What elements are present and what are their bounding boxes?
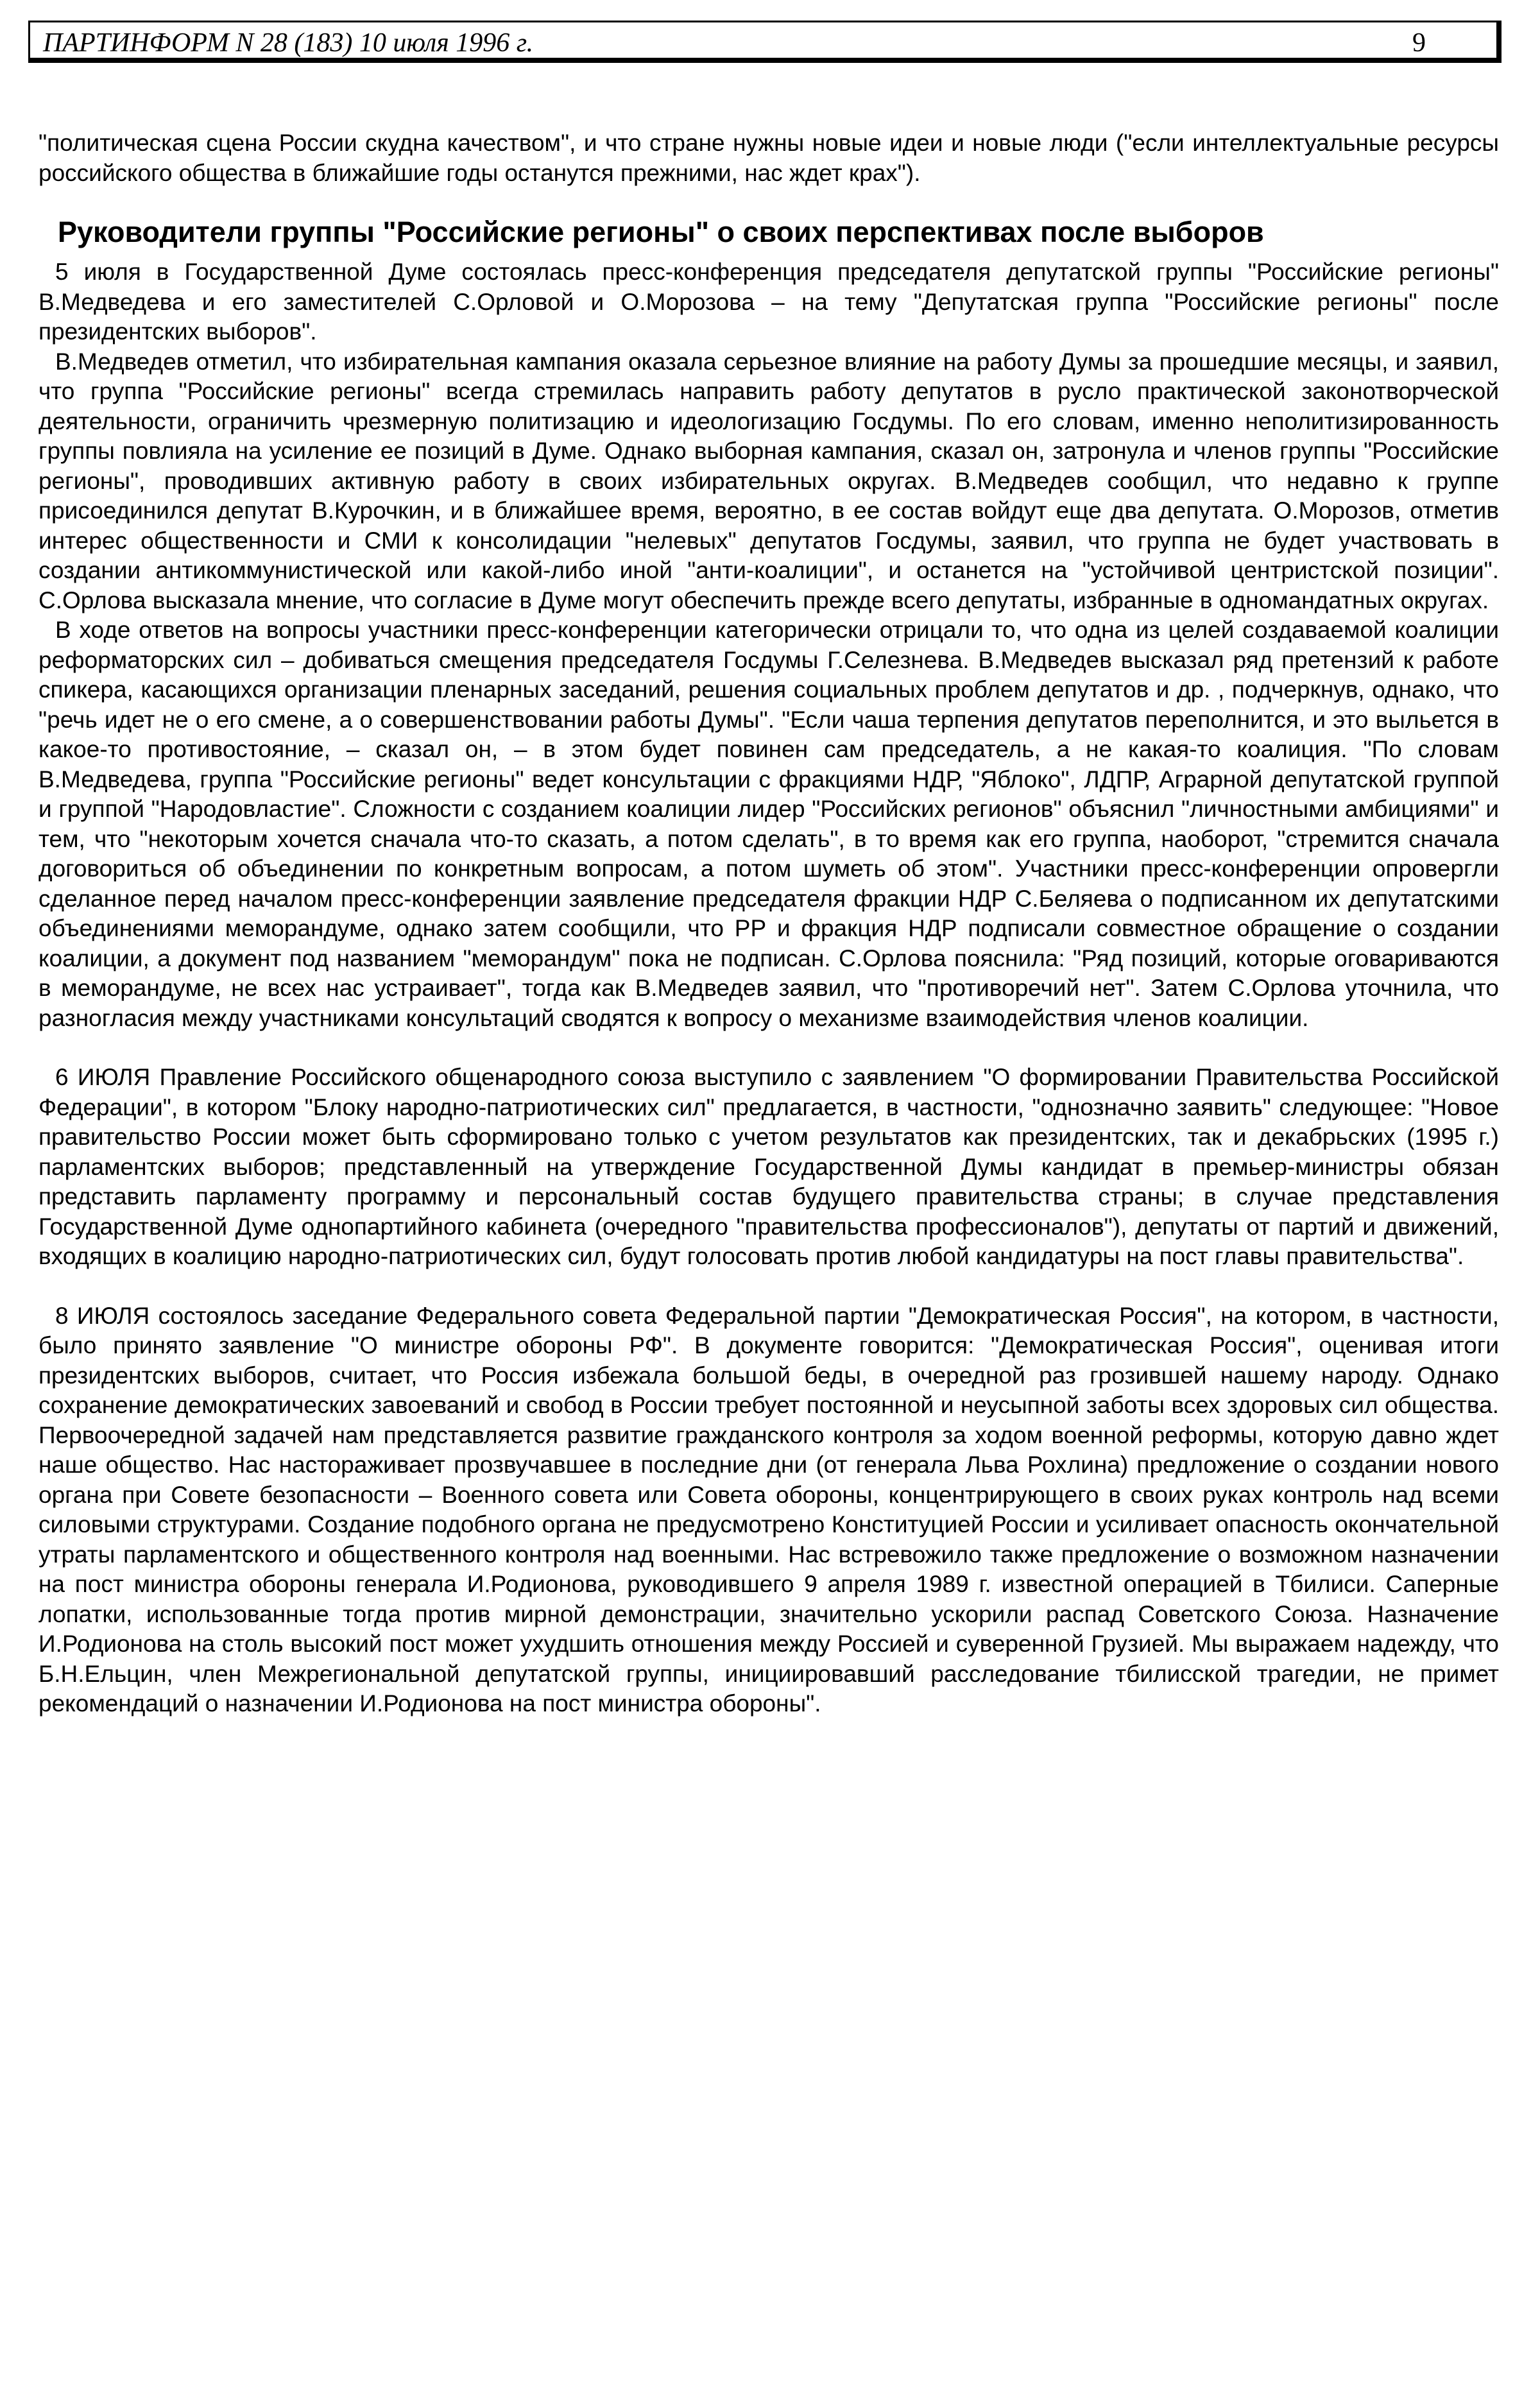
article-paragraph: В.Медведев отметил, что избирательная кампания оказала серьезное влияние на работу Думы за прошедшие месяцы, и заявил, что группа "Российские регионы" всегда стремилась направить работу депутатов в русло практической законотворческой деятельности, ограничить чрезмерную политизацию и идеологизацию Госдумы. По его словам, именно неполитизированность группы повлияла на усиление ее позиций в Думе. Однако выборная кампания, сказал он, затронула и членов группы "Российские регионы", проводивших активную работу в своих избирательных округах. В.Медведев сообщил, что недавно к группе присоединился депутат В.Курочкин, и в ближайшее время, вероятно, в ее состав войдут еще два депутата. О.Морозов, отметив интерес общественности и СМИ к консолидации "нелевых" депутатов Госдумы, заявил, что группа не будет участвовать в создании антикоммунистической или какой-либо иной "анти-коалиции", и останется на "устойчивой центристской позиции". С.Орлова высказала мнение, что согласие в Думе могут обеспечить прежде всего депутаты, избранные в одномандатных округах. (38, 348, 1499, 613)
article-paragraph: 5 июля в Государственной Думе состоялась пресс-конференция председателя депутатской группы "Российские регионы" В.Медведева и его заместителей С.Орловой и О.Морозова – на тему "Депутатская группа "Российские регионы" после президентских выборов". (38, 259, 1499, 345)
news-item: 6 ИЮЛЯ Правление Российского общенародного союза выступило с заявлением "О формировании Правительства Российской Федерации", в котором "Блоку народно-патриотических сил" предлагается, в частности, "однозначно заявить" следующее: "Новое правительство России может быть сформировано только с учетом результатов как президентских, так и декабрьских (1995 г.) парламентских выборов; представленный на утверждение Государственной Думы кандидат в премьер-министры обязан представить парламенту программу и персональный состав будущего правительства страны; в случае представления Государственной Думе однопартийного кабинета (очередного "правительства профессионалов"), депутаты от партий и движений, входящих в коалицию народно-патриотических сил, будут голосовать против любой кандидатуры на пост главы правительства". (38, 1064, 1499, 1269)
intro-paragraph: "политическая сцена России скудна качеством", и что стране нужны новые идеи и новые люди ("если интеллектуальные ресурсы российского общества в ближайшие годы останутся прежними, нас ждет крах"). (38, 130, 1499, 186)
section-spacer (38, 1272, 1499, 1301)
article-heading: Руководители группы "Российские регионы" о своих перспективах после выборов (58, 216, 1264, 248)
page-content (38, 128, 1499, 1719)
page-header (28, 21, 1502, 63)
article-paragraph: В ходе ответов на вопросы участники пресс-конференции категорически отрицали то, что одна из целей создаваемой коалиции реформаторских сил – добиваться смещения председателя Госдумы Г.Селезнева. В.Медведев высказал ряд претензий к работе спикера, касающихся организации пленарных заседаний, решения социальных проблем депутатов и др. , подчеркнув, однако, что "речь идет не о его смене, а о совершенствовании работы Думы". "Если чаша терпения депутатов переполнится, и это выльется в какое-то противостояние, – сказал он, – в этом будет повинен сам председатель, а не какая-то коалиция. "По словам В.Медведева, группа "Российские регионы" ведет консультации с фракциями НДР, "Яблоко", ЛДПР, Аграрной депутатской группой и группой "Народовластие". Сложности с созданием коалиции лидер "Российских регионов" объяснил "личностными амбициями" и тем, что "некоторым хочется сначала что-то сказать, а потом сделать", в то время как его группа, наоборот, "стремится сначала договориться об объединении по конкретным вопросам, а потом шуметь об этом". Участники пресс-конференции опровергли сделанное перед началом пресс-конференции заявление председателя фракции НДР С.Беляева о подписанном их депутатскими объединениями меморандуме, однако затем сообщили, что РР и фракция НДР подписали совместное обращение о создании коалиции, а документ под названием "меморандум" пока не подписан. С.Орлова пояснила: "Ряд позиций, которые оговариваются в меморандуме, не всех нас устраивает", тогда как В.Медведев заявил, что "противоречий нет". Затем С.Орлова уточнила, что разногласия между участниками консультаций сводятся к вопросу о механизме взаимодействия членов коалиции. (38, 617, 1499, 1031)
news-item: 8 ИЮЛЯ состоялось заседание Федерального совета Федеральной партии "Демократическая Россия", на котором, в частности, было принято заявление "О министре обороны РФ". В документе говорится: "Демократическая Россия", оценивая итоги президентских выборов, считает, что Россия избежала большой беды, в очередной раз грозившей нашему народу. Однако сохранение демократических завоеваний и свобод в России требует постоянной и неусыпной заботы всех здоровых сил общества. Первоочередной задачей нам представляется развитие гражданского контроля за ходом военной реформы, которую давно ждет наше общество. Нас настораживает прозвучавшее в последние дни (от генерала Льва Рохлина) предложение о создании нового органа при Совете безопасности – Военного совета или Совета обороны, концентрирующего в своих руках контроль над всеми силовыми структурами. Создание подобного органа не предусмотрено Конституцией России и усиливает опасность окончательной утраты парламентского и общественного контроля над военными. Нас встревожило также предложение о возможном назначении на пост министра обороны генерала И.Родионова, руководившего 9 апреля 1989 г. известной операцией в Тбилиси. Саперные лопатки, использованные тогда против мирной демонстрации, значительно ускорили распад Советского Союза. Назначение И.Родионова на столь высокий пост может ухудшить отношения между Россией и суверенной Грузией. Мы выражаем надежду, что Б.Н.Ельцин, член Межрегиональной депутатской группы, инициировавший расследование тбилисской трагедии, не примет рекомендаций о назначении И.Родионова на пост министра обороны". (38, 1302, 1499, 1717)
publication-title: ПАРТИНФОРМ N 28 (183) 10 июля 1996 г. (43, 28, 534, 58)
page-number: 9 (1412, 28, 1426, 58)
section-spacer (38, 1033, 1499, 1063)
